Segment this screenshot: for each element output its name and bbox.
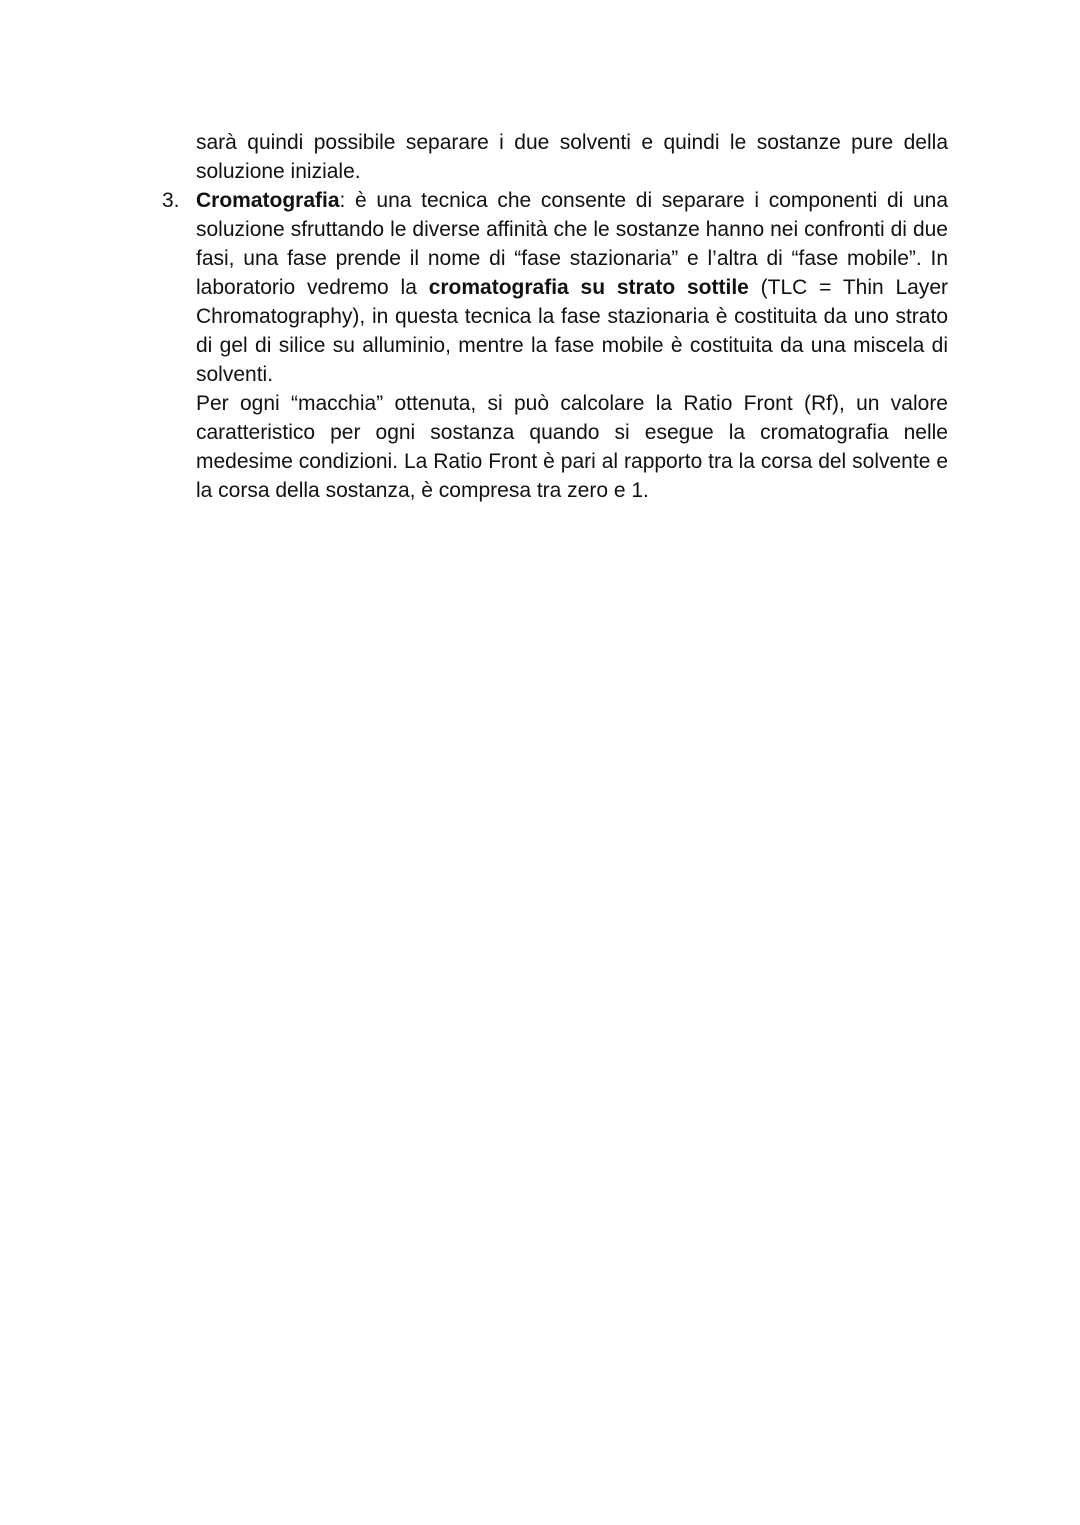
term-cromatografia: Cromatografia [196,189,340,212]
continuation-paragraph: sarà quindi possibile separare i due solventi e quindi le sostanze pure della soluzione iniziale. [196,131,948,183]
ratio-front-paragraph: Per ogni “macchia” ottenuta, si può calcolare la Ratio Front (Rf), un valore caratteristico per ogni sostanza quando si esegue la cromatografia nelle medesime condizioni. La Ratio Front è pari al rapporto tra la corsa del solvente e la corsa della sostanza, è compresa tra zero e 1. [196,392,948,502]
definition-text-a: : è una tecnica che consente di separare i componenti di una soluzione sfruttando le diverse affinità che le sostanze hanno nei confronti di due fasi, una fase prende il nome di “fase stazionaria” e l’altra di “fase mobile”. In laboratorio vedremo la [196,189,948,299]
list-number: 3. [162,189,180,212]
document-body [162,128,949,505]
term-tlc: cromatografia su strato sottile [428,276,749,299]
cromatografia-definition [196,186,948,389]
definition-text-b: (TLC = Thin Layer Chromatography), in questa tecnica la fase stazionaria è costituita da uno strato di gel di silice su alluminio, mentre la fase mobile è costituita da una miscela di solventi. [196,276,949,386]
list-item-cromatografia [162,186,949,505]
